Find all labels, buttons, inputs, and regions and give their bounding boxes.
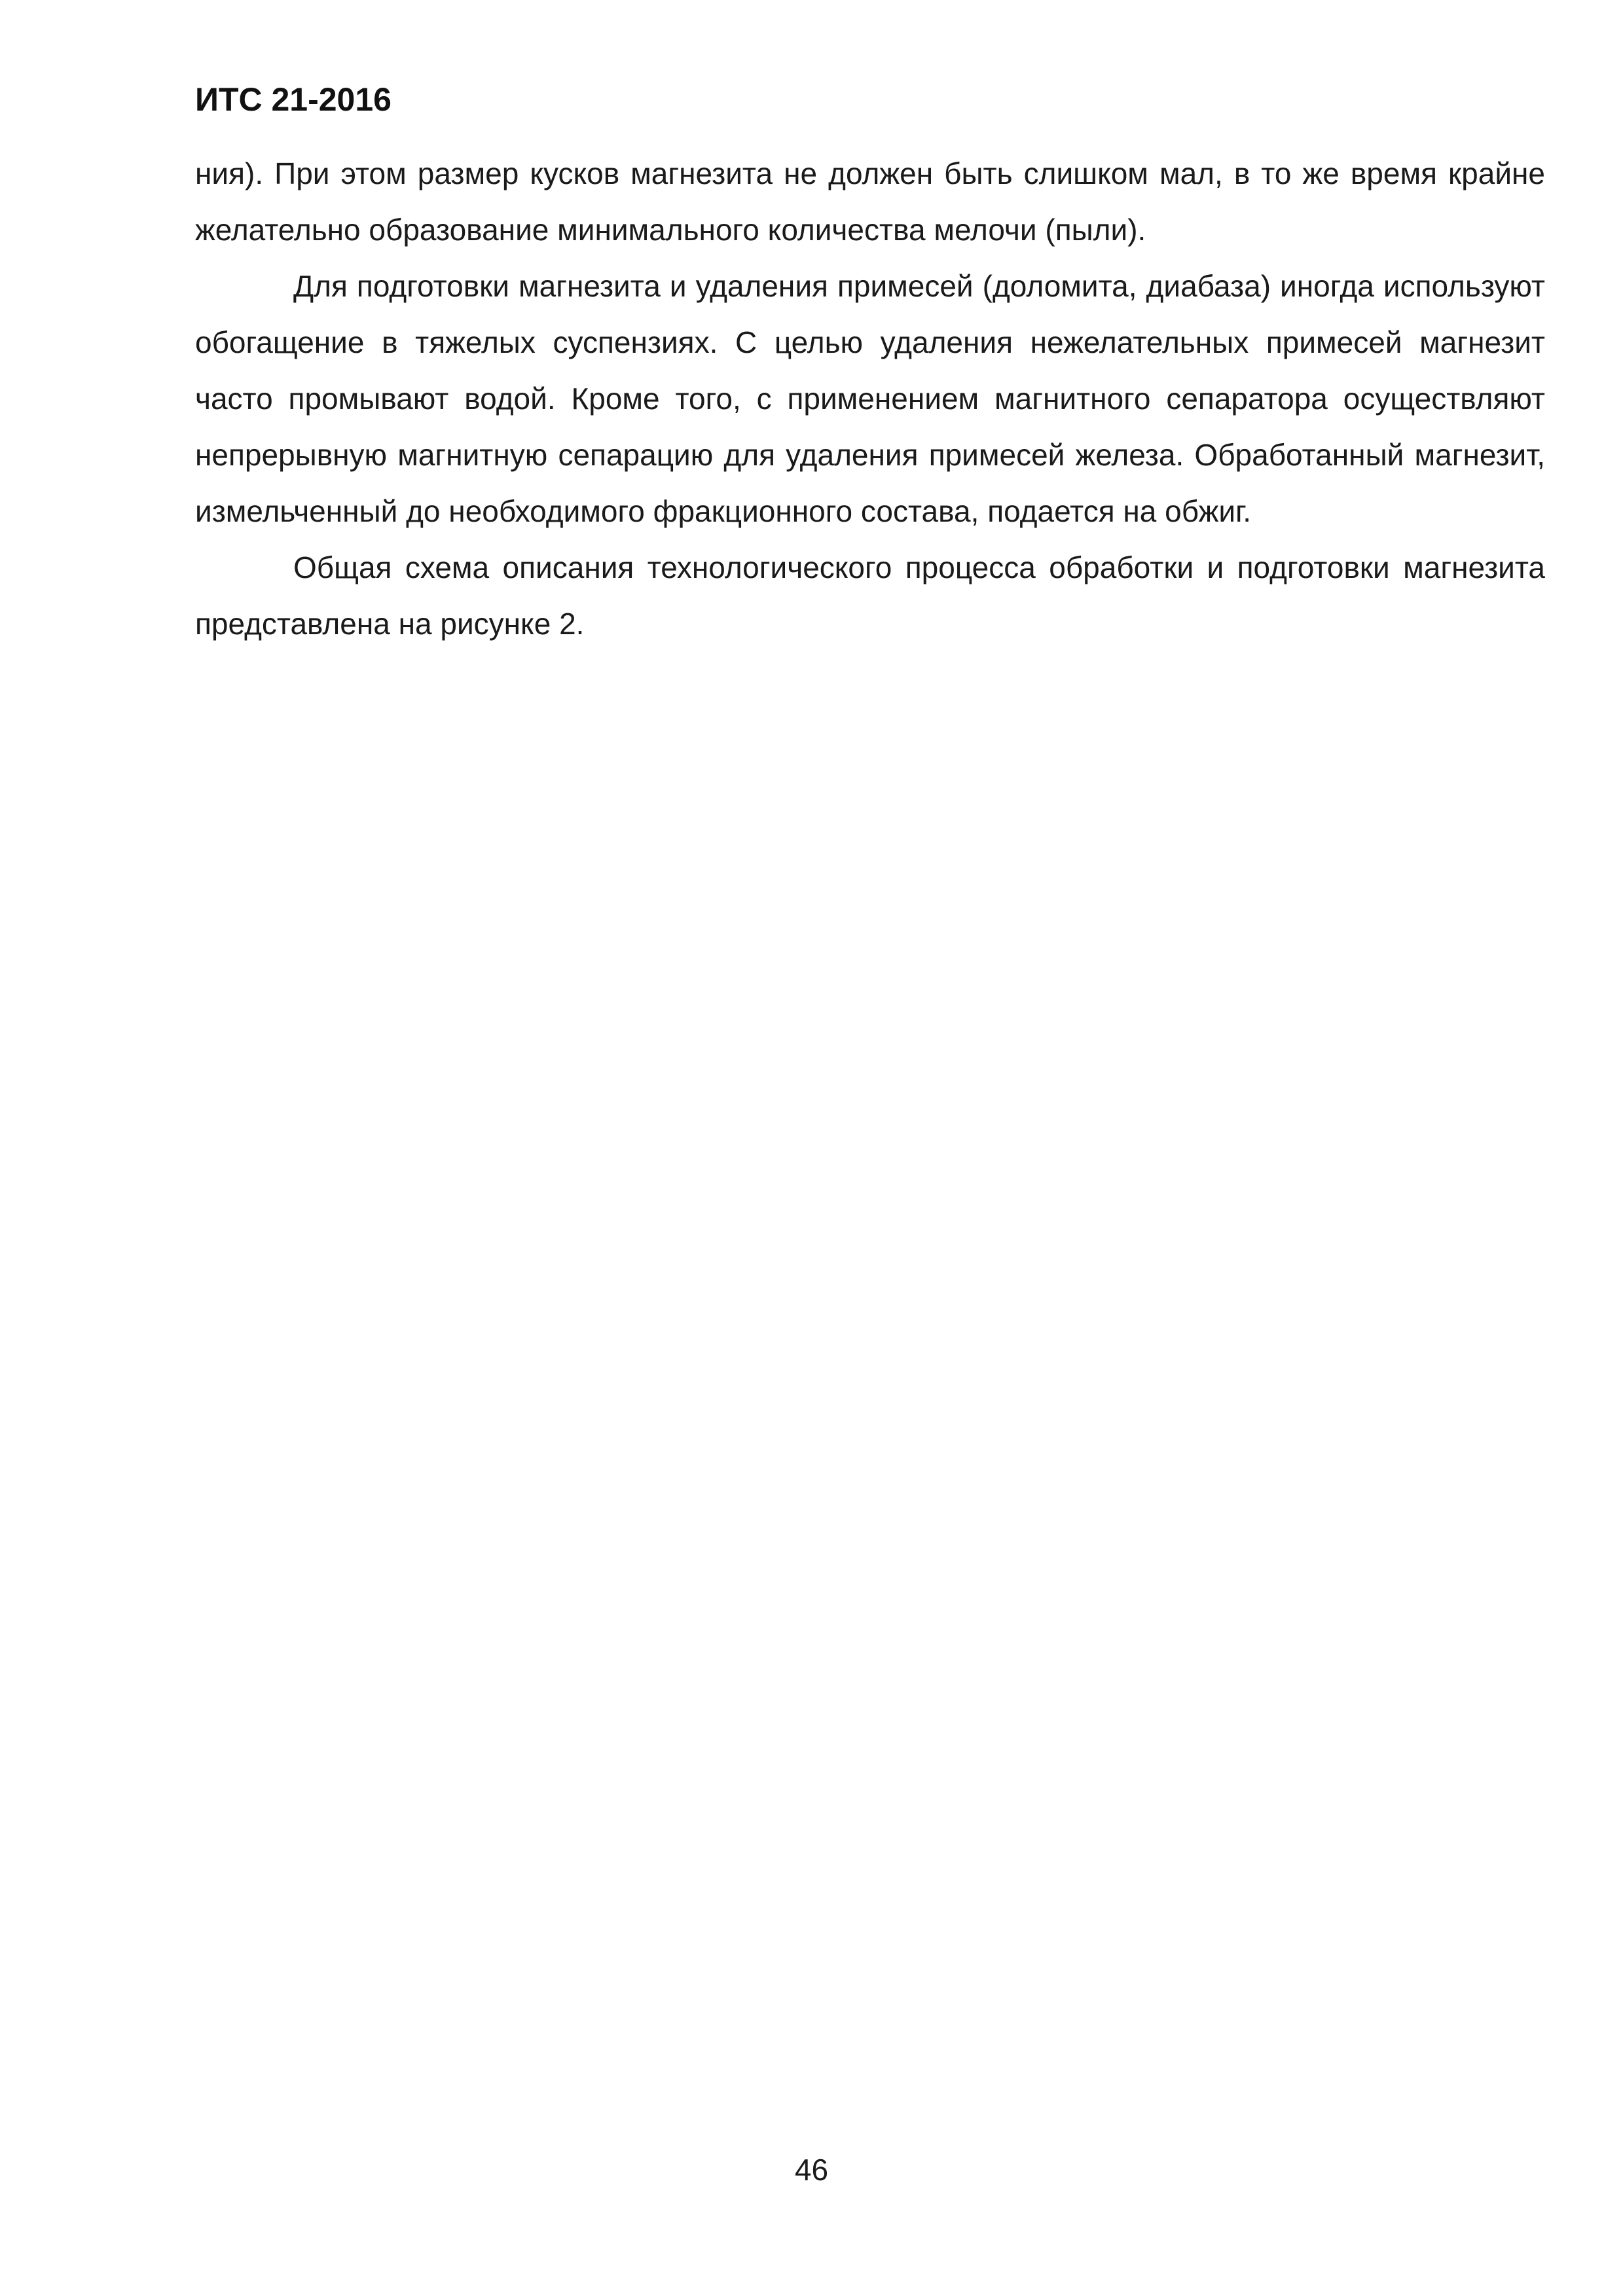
paragraph-continuation: ния). При этом размер кусков магнезита не должен быть слишком мал, в то же время крайне желательно образование минимального количества мелочи (пыли). [195,156,1545,247]
document-header: ИТС 21-2016 [195,81,392,118]
page-number: 46 [794,2153,829,2187]
paragraph-scheme-reference: Общая схема описания технологического процесса обработки и подготовки магнезита представлена на рисунке 2. [195,550,1545,641]
paragraph-preparation: Для подготовки магнезита и удаления примесей (доломита, диабаза) иногда используют обогащение в тяжелых суспензиях. С целью удаления нежелательных примесей магнезит часто промывают водой. Кроме того, с применением магнитного сепаратора осуществляют непрерывную магнитную сепарацию для удаления примесей железа. Обработанный магнезит, измельченный до необходимого фракционного состава, подается на обжиг. [195,269,1545,528]
document-body [195,145,1545,652]
